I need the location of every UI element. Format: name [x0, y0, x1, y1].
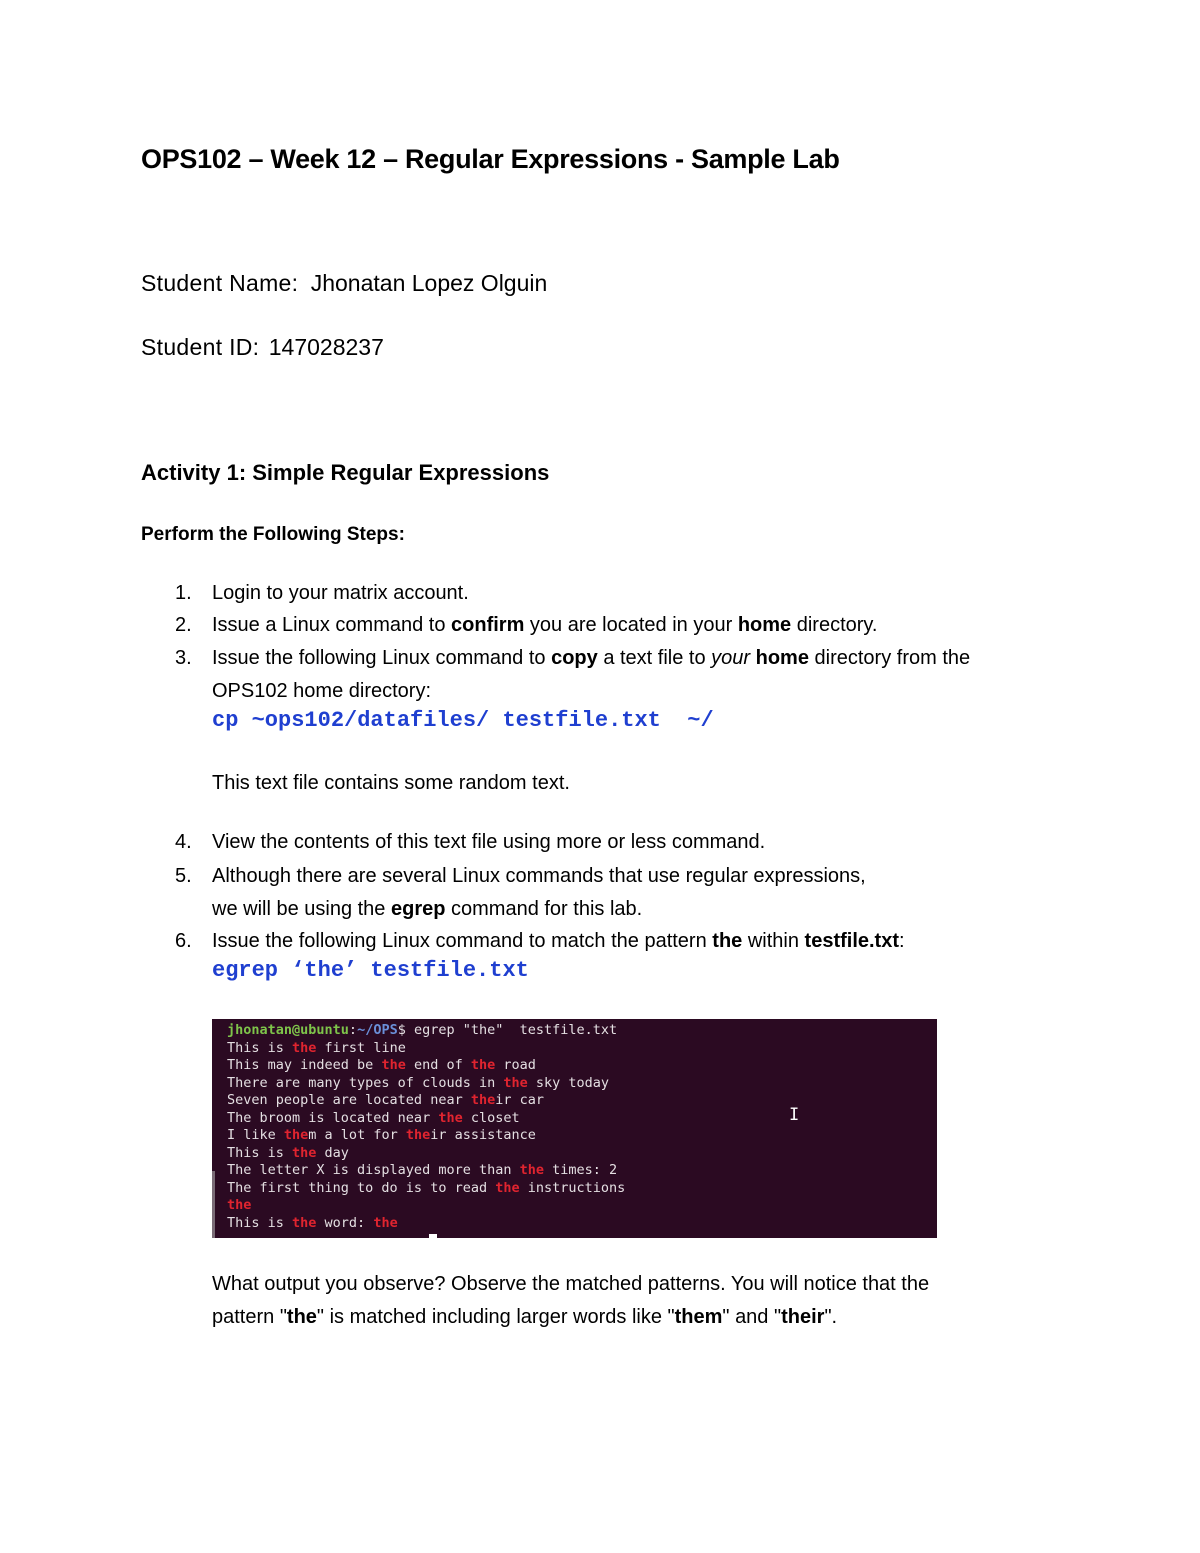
student-name-value: Jhonatan Lopez Olguin: [310, 270, 548, 296]
copy-command: cp ~ops102/datafiles/ testfile.txt ~/: [212, 708, 714, 733]
observation-line-2: pattern "the" is matched including larger words like "them" and "their".: [212, 1306, 838, 1328]
step-text: Issue a Linux command to confirm you are located in your home directory.: [212, 614, 878, 636]
terminal-output-line: This is the word: the: [227, 1215, 398, 1231]
step-text: Although there are several Linux commands that use regular expressions,: [212, 865, 866, 887]
step-3-continuation: OPS102 home directory:: [212, 680, 431, 702]
terminal-output-line: There are many types of clouds in the sky today: [227, 1075, 610, 1091]
step-text: View the contents of this text file using more or less command.: [212, 831, 766, 853]
step-number: 3.: [175, 647, 192, 669]
step-5-continuation: we will be using the egrep command for this lab.: [212, 898, 643, 920]
terminal-output-line: The broom is located near the closet: [227, 1110, 520, 1126]
terminal-output-line: This is the day: [227, 1145, 349, 1161]
step-number: 2.: [175, 614, 192, 636]
student-name-row: [141, 270, 547, 297]
terminal-output-line: I like them a lot for their assistance: [227, 1127, 536, 1143]
terminal-prompt-line: jhonatan@ubuntu:~/OPS$ egrep "the" testfile.txt: [227, 1022, 618, 1038]
steps-subheading: Perform the Following Steps:: [141, 524, 405, 545]
student-id-label: Student ID:: [141, 334, 260, 360]
text-cursor-icon: I: [789, 1105, 800, 1125]
terminal-screenshot: [212, 1019, 937, 1238]
terminal-output-line: The first thing to do is to read the instructions: [227, 1180, 626, 1196]
step-number: 1.: [175, 582, 192, 604]
terminal-output-line: Seven people are located near their car: [227, 1092, 545, 1108]
step-text: Issue the following Linux command to match the pattern the within testfile.txt:: [212, 930, 905, 952]
step-number: 6.: [175, 930, 192, 952]
terminal-output-line: The letter X is displayed more than the times: 2: [227, 1162, 618, 1178]
student-name-label: Student Name:: [141, 270, 299, 296]
step-3-note: This text file contains some random text.: [212, 772, 570, 794]
step-number: 5.: [175, 865, 192, 887]
step-text: Issue the following Linux command to copy a text file to your home directory from the: [212, 647, 971, 669]
activity-heading: Activity 1: Simple Regular Expressions: [141, 460, 550, 485]
egrep-command: egrep ‘the’ testfile.txt: [212, 958, 529, 983]
document-title: OPS102 – Week 12 – Regular Expressions - Sample Lab: [141, 144, 840, 174]
terminal-output-line: This is the first line: [227, 1040, 406, 1056]
terminal-output-line: This may indeed be the end of the road: [227, 1057, 536, 1073]
terminal-output-line: the: [227, 1197, 252, 1213]
student-id-value: 147028237: [268, 334, 384, 360]
terminal-block-cursor: [429, 1234, 437, 1238]
student-id-row: [141, 334, 384, 361]
step-text: Login to your matrix account.: [212, 582, 469, 604]
observation-line-1: What output you observe? Observe the matched patterns. You will notice that the: [212, 1273, 930, 1295]
step-number: 4.: [175, 831, 192, 853]
terminal-scroll-edge: [212, 1171, 215, 1238]
